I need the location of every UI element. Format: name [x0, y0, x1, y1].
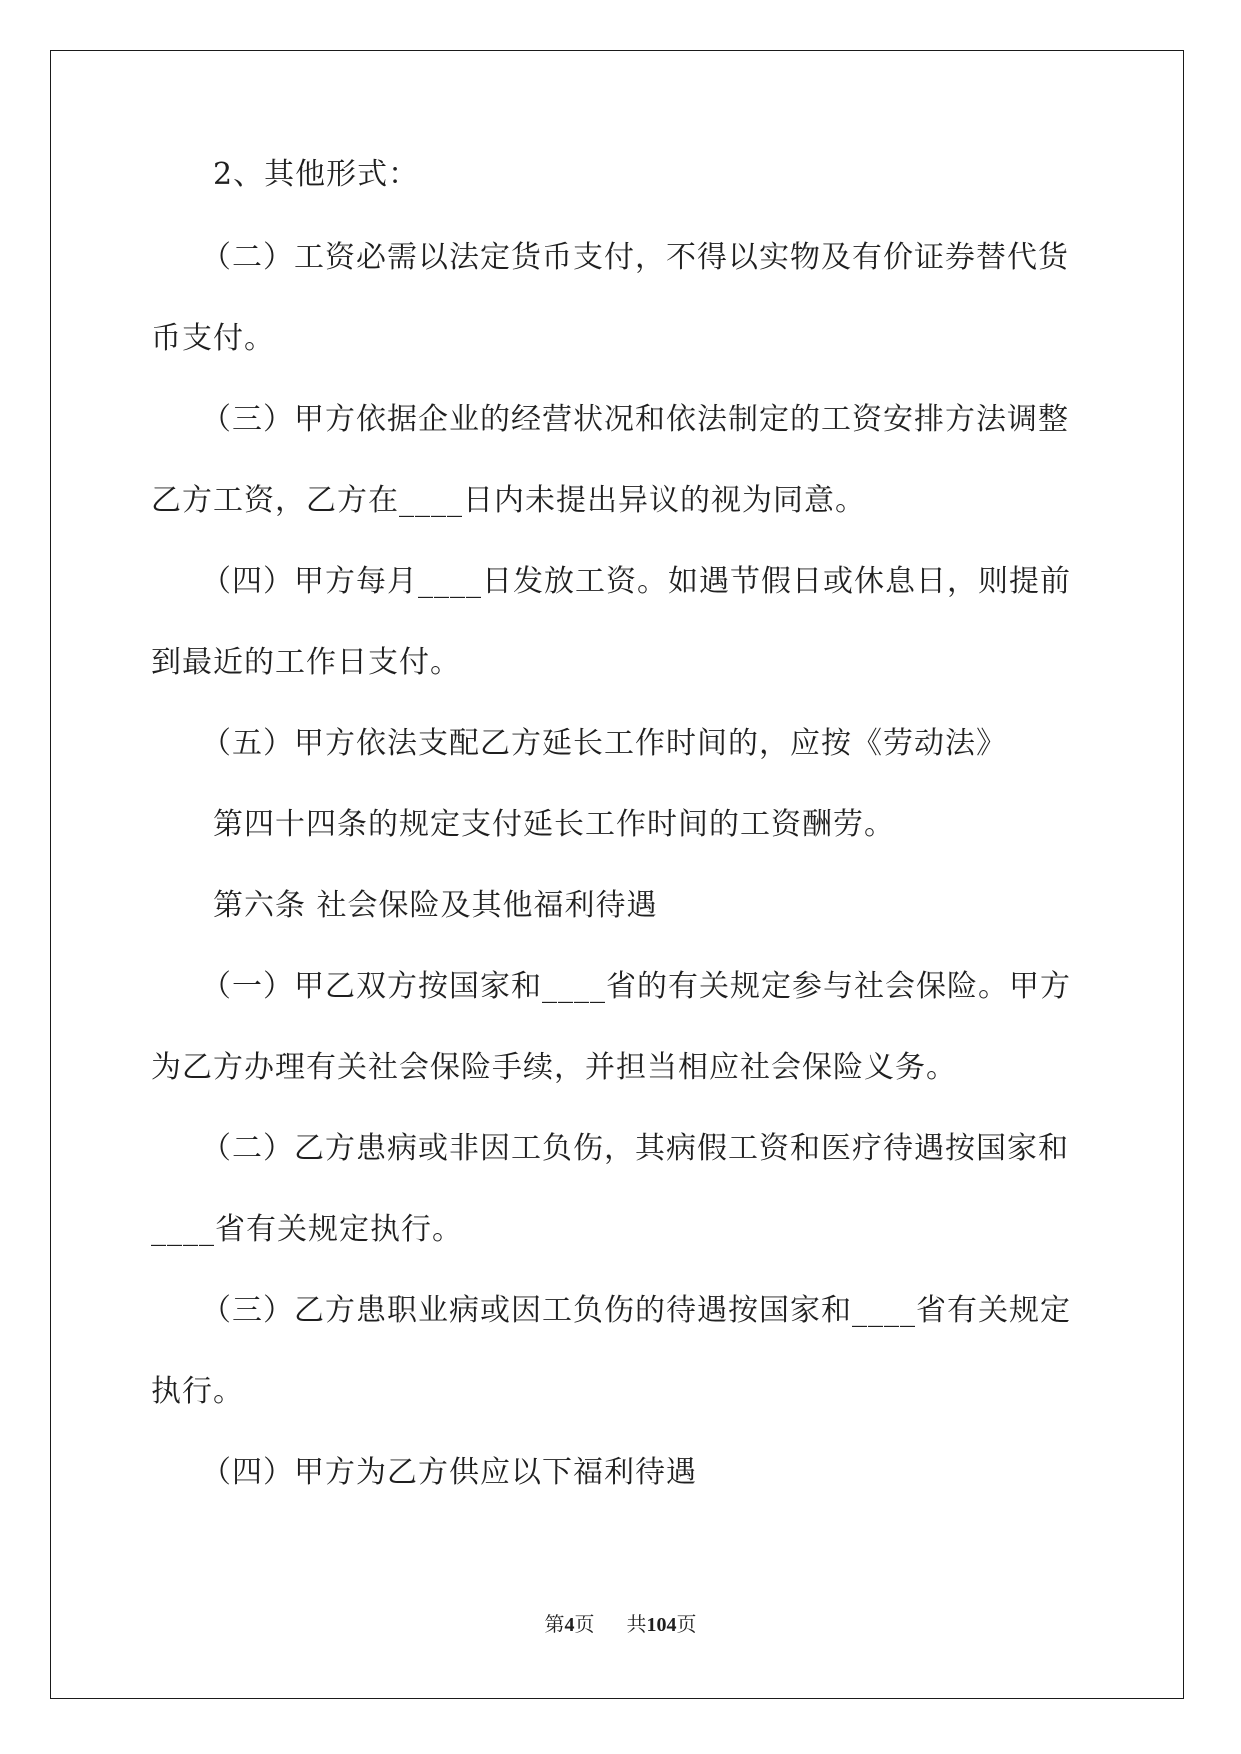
paragraph-line: （五）甲方依法支配乙方延长工作时间的，应按《劳动法》 [201, 726, 1007, 761]
paragraph-line: 为乙方办理有关社会保险手续，并担当相应社会保险义务。 [151, 1050, 957, 1085]
page-frame [50, 50, 1184, 1699]
page-number: 4 [564, 1614, 575, 1636]
paragraph-line: （一）甲乙双方按国家和____省的有关规定参与社会保险。甲方 [201, 969, 1071, 1004]
paragraph-line: （三）甲方依据企业的经营状况和依法制定的工资安排方法调整 [201, 402, 1069, 437]
paragraph-line: （三）乙方患职业病或因工负伤的待遇按国家和____省有关规定 [201, 1293, 1071, 1328]
paragraph-line: 币支付。 [151, 321, 275, 356]
paragraph-line: （四）甲方为乙方供应以下福利待遇 [201, 1455, 697, 1490]
page-label-suffix: 页 [574, 1614, 595, 1636]
section-heading: 第六条 社会保险及其他福利待遇 [213, 888, 658, 923]
total-label-suffix: 页 [676, 1614, 697, 1636]
paragraph-line: （四）甲方每月____日发放工资。如遇节假日或休息日，则提前 [201, 564, 1071, 599]
paragraph-line: （二）乙方患病或非因工负伤，其病假工资和医疗待遇按国家和 [201, 1131, 1069, 1166]
paragraph-line: 第四十四条的规定支付延长工作时间的工资酬劳。 [213, 807, 895, 842]
paragraph-line: 到最近的工作日支付。 [151, 645, 461, 680]
paragraph-line: 执行。 [151, 1374, 244, 1409]
paragraph-line: 乙方工资，乙方在____日内未提出异议的视为同意。 [151, 483, 866, 518]
paragraph-line: （二）工资必需以法定货币支付，不得以实物及有价证券替代货 [201, 240, 1069, 275]
paragraph-line: 2、其他形式： [213, 157, 420, 192]
page-footer [0, 1608, 1241, 1637]
total-pages: 104 [646, 1614, 677, 1636]
page-label-prefix: 第 [544, 1614, 565, 1636]
total-label-prefix: 共 [626, 1614, 647, 1636]
paragraph-line: ____省有关规定执行。 [151, 1212, 463, 1247]
